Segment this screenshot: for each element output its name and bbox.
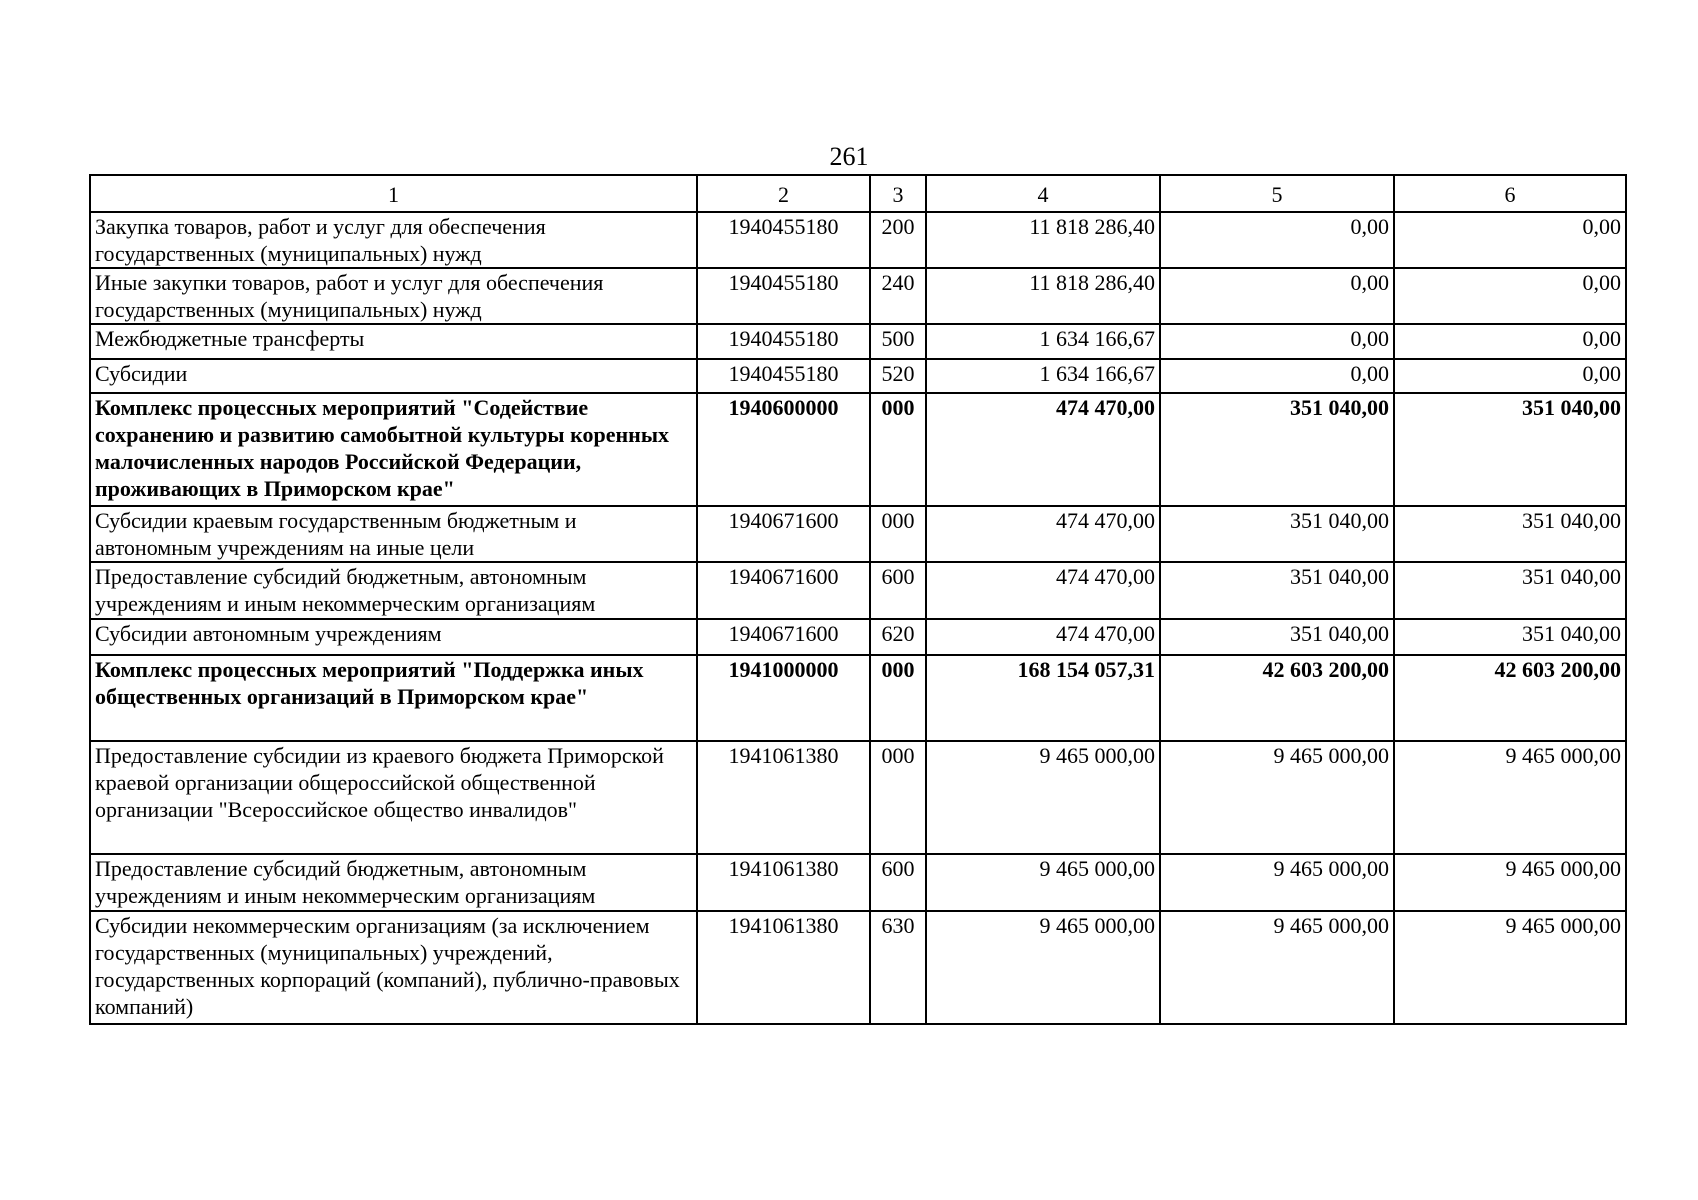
row-kind: 000 <box>870 506 926 562</box>
row-value-5: 9 465 000,00 <box>1160 911 1394 1024</box>
row-value-4: 9 465 000,00 <box>926 741 1160 854</box>
row-name: Комплекс процессных мероприятий "Содействие сохранению и развитию самобытной культуры коренных малочисленных народов Российской Федерации, проживающих в Приморском крае" <box>90 393 697 506</box>
row-code: 1940671600 <box>697 506 870 562</box>
row-code: 1940600000 <box>697 393 870 506</box>
row-value-5: 0,00 <box>1160 359 1394 393</box>
column-header-5: 5 <box>1160 175 1394 212</box>
row-value-4: 1 634 166,67 <box>926 324 1160 359</box>
row-kind: 620 <box>870 619 926 655</box>
row-value-5: 9 465 000,00 <box>1160 854 1394 911</box>
row-value-6: 42 603 200,00 <box>1394 655 1626 741</box>
row-value-6: 9 465 000,00 <box>1394 911 1626 1024</box>
row-value-4: 11 818 286,40 <box>926 268 1160 324</box>
row-name: Иные закупки товаров, работ и услуг для обеспечения государственных (муниципальных) нужд <box>90 268 697 324</box>
row-value-4: 9 465 000,00 <box>926 911 1160 1024</box>
column-header-2: 2 <box>697 175 870 212</box>
row-code: 1940455180 <box>697 324 870 359</box>
table-row <box>90 212 1626 268</box>
table-header-row <box>90 175 1626 212</box>
row-kind: 630 <box>870 911 926 1024</box>
row-value-5: 351 040,00 <box>1160 393 1394 506</box>
table-row <box>90 359 1626 393</box>
row-name: Межбюджетные трансферты <box>90 324 697 359</box>
row-name: Предоставление субсидий бюджетным, автономным учреждениям и иным некоммерческим организациям <box>90 562 697 619</box>
row-value-6: 0,00 <box>1394 359 1626 393</box>
row-kind: 200 <box>870 212 926 268</box>
row-code: 1941000000 <box>697 655 870 741</box>
table-row <box>90 741 1626 854</box>
row-value-4: 168 154 057,31 <box>926 655 1160 741</box>
table-row <box>90 393 1626 506</box>
row-value-5: 351 040,00 <box>1160 506 1394 562</box>
table-row <box>90 324 1626 359</box>
row-kind: 600 <box>870 854 926 911</box>
table-row <box>90 268 1626 324</box>
table-row <box>90 854 1626 911</box>
row-code: 1940671600 <box>697 619 870 655</box>
column-header-6: 6 <box>1394 175 1626 212</box>
row-value-4: 474 470,00 <box>926 506 1160 562</box>
row-kind: 000 <box>870 655 926 741</box>
row-name: Субсидии автономным учреждениям <box>90 619 697 655</box>
row-value-5: 0,00 <box>1160 268 1394 324</box>
row-name: Предоставление субсидий бюджетным, автономным учреждениям и иным некоммерческим организациям <box>90 854 697 911</box>
row-code: 1941061380 <box>697 854 870 911</box>
row-value-6: 9 465 000,00 <box>1394 741 1626 854</box>
row-kind: 520 <box>870 359 926 393</box>
column-header-3: 3 <box>870 175 926 212</box>
row-value-6: 351 040,00 <box>1394 562 1626 619</box>
table-row <box>90 619 1626 655</box>
row-value-4: 11 818 286,40 <box>926 212 1160 268</box>
row-code: 1940455180 <box>697 212 870 268</box>
row-kind: 000 <box>870 741 926 854</box>
row-value-5: 9 465 000,00 <box>1160 741 1394 854</box>
row-name: Закупка товаров, работ и услуг для обеспечения государственных (муниципальных) нужд <box>90 212 697 268</box>
row-value-5: 0,00 <box>1160 212 1394 268</box>
row-value-6: 0,00 <box>1394 268 1626 324</box>
row-name: Субсидии краевым государственным бюджетным и автономным учреждениям на иные цели <box>90 506 697 562</box>
row-code: 1940671600 <box>697 562 870 619</box>
row-name: Субсидии <box>90 359 697 393</box>
budget-table <box>89 174 1627 1025</box>
table-row <box>90 911 1626 1024</box>
table-row <box>90 506 1626 562</box>
row-name: Предоставление субсидии из краевого бюджета Приморской краевой организации общероссийской общественной организации "Всероссийское общество инвалидов" <box>90 741 697 854</box>
row-value-4: 474 470,00 <box>926 562 1160 619</box>
row-value-4: 1 634 166,67 <box>926 359 1160 393</box>
row-kind: 000 <box>870 393 926 506</box>
page-number: 261 <box>829 142 869 171</box>
row-value-4: 474 470,00 <box>926 619 1160 655</box>
row-code: 1940455180 <box>697 268 870 324</box>
row-code: 1941061380 <box>697 911 870 1024</box>
row-name: Комплекс процессных мероприятий "Поддержка иных общественных организаций в Приморском крае" <box>90 655 697 741</box>
row-value-4: 9 465 000,00 <box>926 854 1160 911</box>
row-kind: 500 <box>870 324 926 359</box>
row-value-6: 351 040,00 <box>1394 619 1626 655</box>
table-row <box>90 655 1626 741</box>
column-header-4: 4 <box>926 175 1160 212</box>
column-header-1: 1 <box>90 175 697 212</box>
row-kind: 600 <box>870 562 926 619</box>
row-value-5: 351 040,00 <box>1160 619 1394 655</box>
row-value-5: 351 040,00 <box>1160 562 1394 619</box>
row-value-6: 0,00 <box>1394 212 1626 268</box>
row-code: 1941061380 <box>697 741 870 854</box>
row-value-6: 9 465 000,00 <box>1394 854 1626 911</box>
row-value-4: 474 470,00 <box>926 393 1160 506</box>
row-code: 1940455180 <box>697 359 870 393</box>
row-kind: 240 <box>870 268 926 324</box>
row-name: Субсидии некоммерческим организациям (за исключением государственных (муниципальных) учреждений, государственных корпораций (компаний), публично-правовых компаний) <box>90 911 697 1024</box>
table-row <box>90 562 1626 619</box>
row-value-6: 0,00 <box>1394 324 1626 359</box>
row-value-5: 42 603 200,00 <box>1160 655 1394 741</box>
row-value-6: 351 040,00 <box>1394 393 1626 506</box>
row-value-5: 0,00 <box>1160 324 1394 359</box>
row-value-6: 351 040,00 <box>1394 506 1626 562</box>
